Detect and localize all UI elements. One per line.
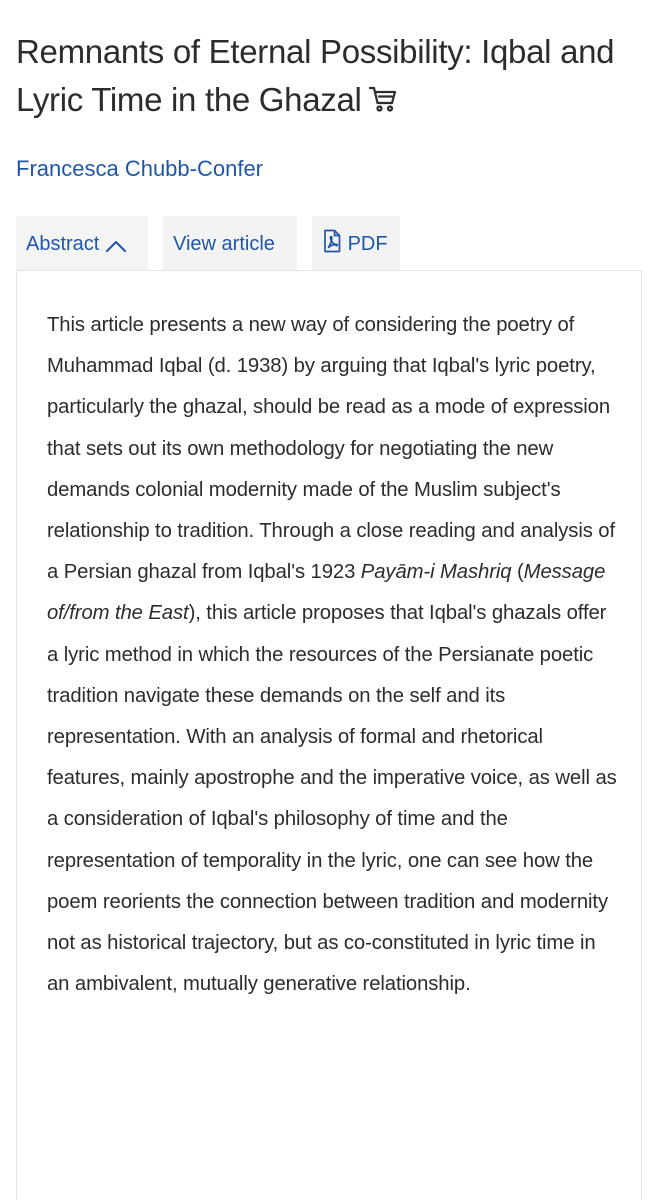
tab-abstract-label: Abstract	[26, 233, 100, 255]
tab-pdf[interactable]	[312, 216, 400, 272]
pdf-file-icon	[322, 233, 342, 255]
tab-abstract[interactable]	[16, 216, 148, 272]
abstract-text-part-3: ), this article proposes that Iqbal's ghazals offer a lyric method in which the resources of the Persianate poetic tradition navigate these demands on the self and its representation. With an analysis of formal and rhetorical features, mainly apostrophe and the imperative voice, as well as a consideration of Iqbal's philosophy of time and the representation of temporality in the lyric, one can see how the poem reorients the connection between tradition and modernity not as historical trajectory, but as co-constituted in lyric time in an ambivalent, mutually generative relationship.	[47, 602, 617, 996]
abstract-work-title: Payām-i Mashriq	[360, 561, 512, 584]
chevron-up-icon	[105, 233, 127, 255]
tab-view-article[interactable]	[163, 216, 297, 272]
article-title	[16, 28, 646, 124]
abstract-text	[47, 305, 617, 1005]
abstract-work-translation: Message of/from the East	[47, 561, 606, 625]
abstract-text-part-2: (	[511, 561, 524, 584]
author-link[interactable]: Francesca Chubb-Confer	[16, 156, 264, 181]
article-title-text: Remnants of Eternal Possibility: Iqbal and Lyric Time in the Ghazal	[16, 33, 615, 118]
abstract-panel	[16, 270, 642, 1200]
shopping-cart-icon[interactable]	[368, 79, 398, 109]
tab-pdf-label: PDF	[347, 233, 388, 255]
tab-view-article-label: View article	[173, 233, 275, 255]
abstract-text-part-1: This article presents a new way of considering the poetry of Muhammad Iqbal (d. 1938) by arguing that Iqbal's lyric poetry, particularly the ghazal, should be read as a mode of expression that sets out its own methodology for negotiating the new demands colonial modernity made of the Muslim subject's relationship to tradition. Through a close reading and analysis of a Persian ghazal from Iqbal's 1923	[47, 314, 616, 584]
